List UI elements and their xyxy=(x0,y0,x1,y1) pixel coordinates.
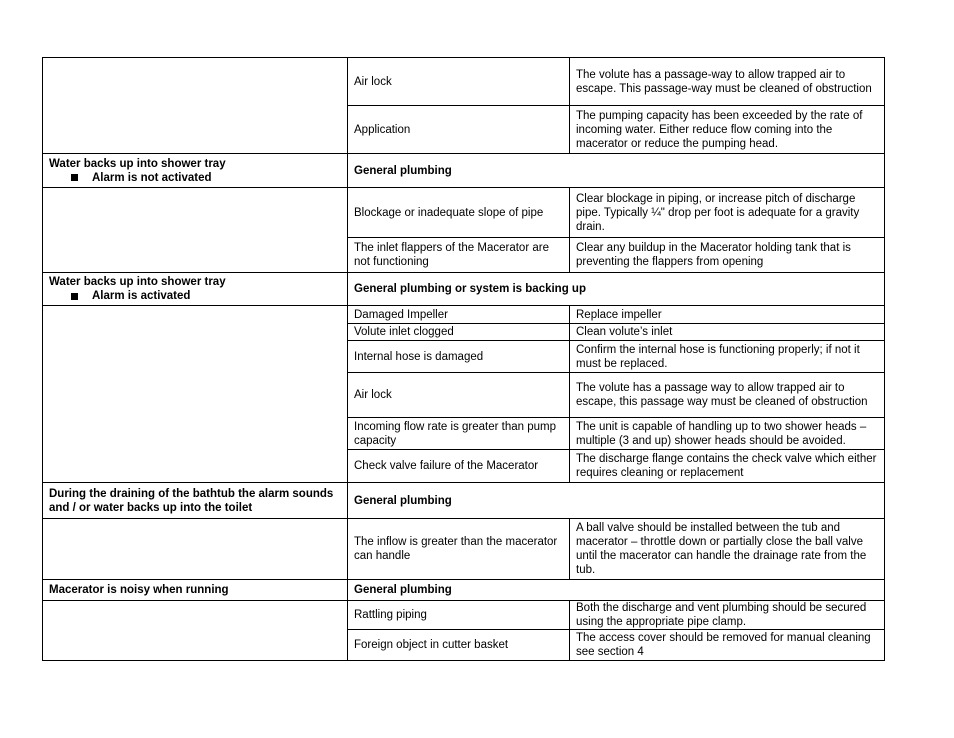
section-header-row xyxy=(43,580,885,601)
problem-cell: Macerator is noisy when running xyxy=(43,580,348,601)
remedy-cell: Clear blockage in piping, or increase pitch of discharge pipe. Typically ¼" drop per foot is adequate for a gravity drain. xyxy=(570,188,885,238)
remedy-cell: Clean volute’s inlet xyxy=(570,324,885,341)
category-cell: General plumbing xyxy=(348,483,885,519)
category-cell: General plumbing xyxy=(348,580,885,601)
section-header-row xyxy=(43,483,885,519)
problem-cell-empty xyxy=(43,58,348,154)
square-bullet-icon xyxy=(71,293,78,300)
problem-bullet: Alarm is activated xyxy=(92,290,191,302)
category-cell: General plumbing or system is backing up xyxy=(348,273,885,306)
cause-cell: Application xyxy=(348,106,570,154)
cause-cell: Blockage or inadequate slope of pipe xyxy=(348,188,570,238)
cause-cell: The inlet flappers of the Macerator are not functioning xyxy=(348,238,570,273)
cause-cell: Foreign object in cutter basket xyxy=(348,630,570,661)
section-header-row xyxy=(43,154,885,188)
table-row xyxy=(43,519,885,580)
cause-cell: Internal hose is damaged xyxy=(348,341,570,373)
remedy-cell: A ball valve should be installed between the tub and macerator – throttle down or partially close the ball valve until the macerator can handle the drainage rate from the tub. xyxy=(570,519,885,580)
problem-cell-empty xyxy=(43,306,348,483)
cause-cell: Rattling piping xyxy=(348,601,570,630)
remedy-cell: Replace impeller xyxy=(570,306,885,324)
cause-cell: Incoming flow rate is greater than pump capacity xyxy=(348,418,570,450)
problem-title: Water backs up into shower tray xyxy=(49,276,226,288)
square-bullet-icon xyxy=(71,174,78,181)
cause-cell: The inflow is greater than the macerator can handle xyxy=(348,519,570,580)
cause-cell: Damaged Impeller xyxy=(348,306,570,324)
category-cell: General plumbing xyxy=(348,154,885,188)
cause-cell: Air lock xyxy=(348,58,570,106)
problem-cell xyxy=(43,154,348,188)
remedy-cell: The access cover should be removed for manual cleaning see section 4 xyxy=(570,630,885,661)
troubleshooting-table xyxy=(42,57,885,661)
cause-cell: Air lock xyxy=(348,373,570,418)
table-row xyxy=(43,188,885,238)
problem-cell-empty xyxy=(43,601,348,661)
remedy-cell: Both the discharge and vent plumbing should be secured using the appropriate pipe clamp. xyxy=(570,601,885,630)
problem-bullet: Alarm is not activated xyxy=(92,171,212,184)
problem-cell-empty xyxy=(43,188,348,273)
remedy-cell: Clear any buildup in the Macerator holding tank that is preventing the flappers from opening xyxy=(570,238,885,273)
remedy-cell: The unit is capable of handling up to two shower heads – multiple (3 and up) shower heads should be avoided. xyxy=(570,418,885,450)
cause-cell: Volute inlet clogged xyxy=(348,324,570,341)
remedy-cell: The volute has a passage-way to allow trapped air to escape. This passage-way must be cleaned of obstruction xyxy=(570,58,885,106)
problem-cell-empty xyxy=(43,519,348,580)
remedy-cell: The discharge flange contains the check valve which either requires cleaning or replacement xyxy=(570,450,885,483)
remedy-cell: The volute has a passage way to allow trapped air to escape, this passage way must be cleaned of obstruction xyxy=(570,373,885,418)
table-row xyxy=(43,601,885,630)
remedy-cell: The pumping capacity has been exceeded by the rate of incoming water. Either reduce flow coming into the macerator or reduce the pumping head. xyxy=(570,106,885,154)
problem-cell xyxy=(43,273,348,306)
table-row xyxy=(43,306,885,324)
cause-cell: Check valve failure of the Macerator xyxy=(348,450,570,483)
remedy-cell: Confirm the internal hose is functioning properly; if not it must be replaced. xyxy=(570,341,885,373)
problem-cell: During the draining of the bathtub the alarm sounds and / or water backs up into the toilet xyxy=(43,483,348,519)
problem-title: Water backs up into shower tray xyxy=(49,157,226,170)
section-header-row xyxy=(43,273,885,306)
table-row xyxy=(43,58,885,106)
